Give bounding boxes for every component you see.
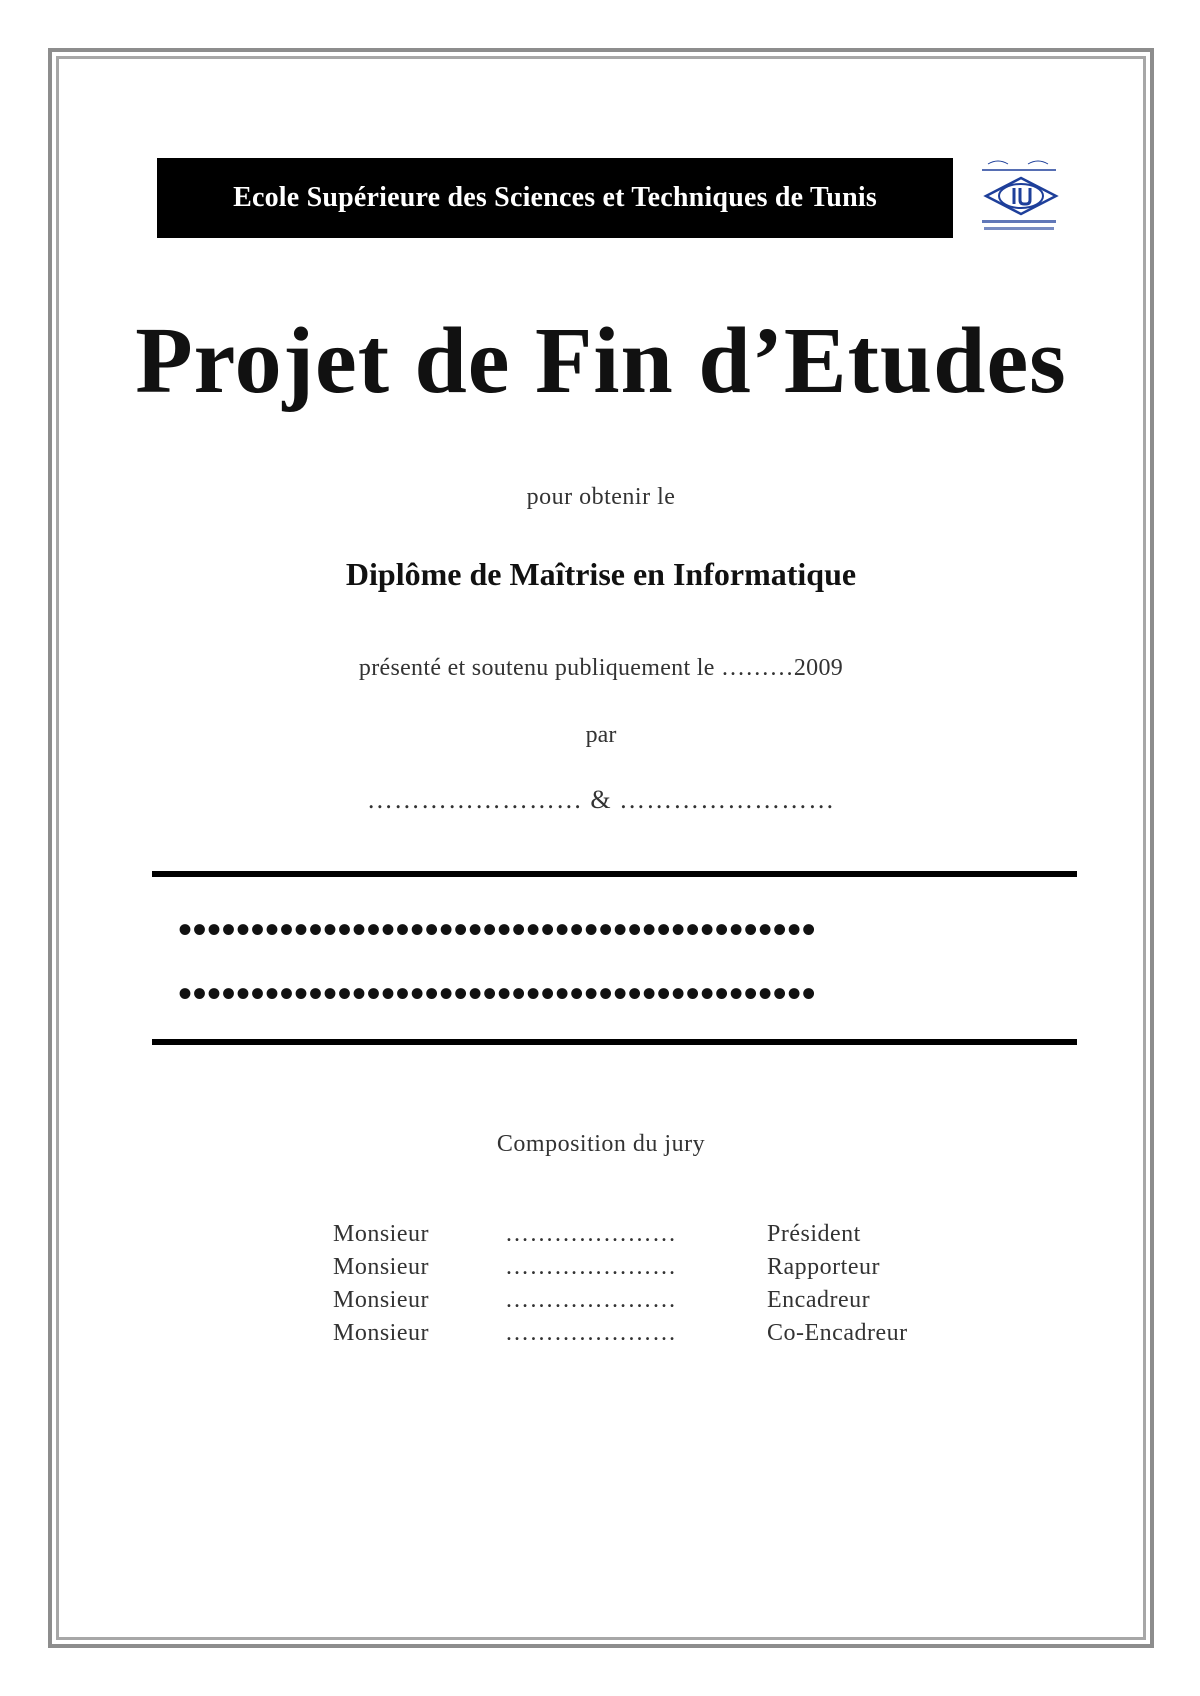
page-border-inner bbox=[56, 56, 1146, 1640]
jury-member-role: Président bbox=[767, 1221, 861, 1247]
project-title-placeholder-line-2: •••••••••••••••••••••••••••••••••••••••••••• bbox=[178, 974, 817, 1014]
jury-member-name: ………………… bbox=[505, 1320, 677, 1346]
jury-member-title: Monsieur bbox=[333, 1254, 429, 1280]
jury-member-title: Monsieur bbox=[333, 1221, 429, 1247]
school-banner bbox=[157, 158, 953, 238]
bottom-divider bbox=[152, 1039, 1077, 1045]
school-name: Ecole Supérieure des Sciences et Techniques de Tunis bbox=[233, 182, 877, 213]
jury-row bbox=[333, 1218, 953, 1251]
jury-member-title: Monsieur bbox=[333, 1287, 429, 1313]
jury-heading: Composition du jury bbox=[496, 1131, 706, 1157]
by-label: par bbox=[585, 722, 617, 748]
jury-member-name: ………………… bbox=[505, 1287, 677, 1313]
authors-placeholder: …………………… & …………………… bbox=[366, 785, 836, 814]
subtitle: pour obtenir le bbox=[526, 484, 676, 510]
top-divider bbox=[152, 871, 1077, 877]
project-title-placeholder-line-1: •••••••••••••••••••••••••••••••••••••••••••• bbox=[178, 910, 817, 950]
jury-member-name: ………………… bbox=[505, 1254, 677, 1280]
jury-row bbox=[333, 1284, 953, 1317]
jury-table bbox=[333, 1218, 953, 1350]
degree-name: Diplôme de Maîtrise en Informatique bbox=[345, 556, 857, 592]
jury-row bbox=[333, 1251, 953, 1284]
jury-member-role: Rapporteur bbox=[767, 1254, 880, 1280]
jury-row bbox=[333, 1317, 953, 1350]
document-title: Projet de Fin d’Etudes bbox=[135, 309, 1067, 413]
jury-member-title: Monsieur bbox=[333, 1320, 429, 1346]
department-logo bbox=[968, 152, 1074, 242]
jury-member-role: Encadreur bbox=[767, 1287, 871, 1313]
jury-member-name: ………………… bbox=[505, 1221, 677, 1247]
jury-member-role: Co-Encadreur bbox=[767, 1320, 908, 1346]
defense-date-line: présenté et soutenu publiquement le ………2009 bbox=[358, 655, 844, 681]
